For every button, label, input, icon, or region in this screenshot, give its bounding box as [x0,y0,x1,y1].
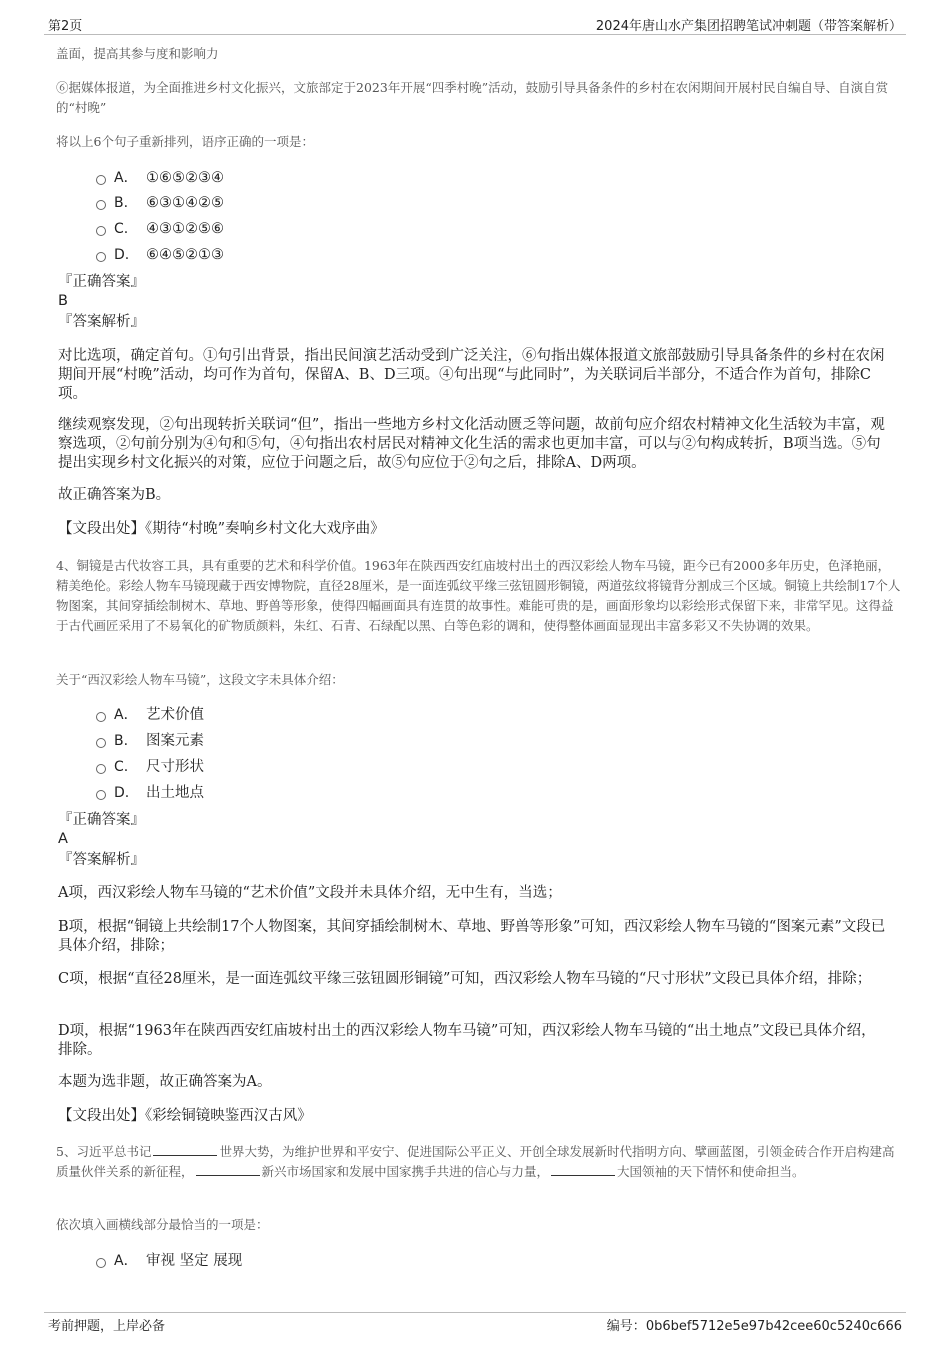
option-letter: A． [114,1253,138,1269]
q3-answer: B [58,293,68,309]
option-text: 尺寸形状 [146,759,204,775]
option-text: 出土地点 [146,785,204,801]
radio-icon[interactable] [96,712,106,722]
q3-option-a[interactable] [96,168,224,188]
code-value: 0b6bef5712e5e97b42cee60c5240c666 [645,1319,902,1334]
radio-icon[interactable] [96,764,106,774]
q4-answer: A [58,831,68,847]
q5-stem-part-1: 5、习近平总书记 [56,1144,152,1159]
q5-option-a[interactable] [96,1251,242,1271]
q4-analysis-d: D项，根据“1963年在陕西西安红庙坡村出土的西汉彩绘人物车马镜”可知，西汉彩绘人物车马镜的“出土地点”文段已具体介绍，排除。 [58,1023,876,1058]
fill-blank-1[interactable] [153,1143,217,1156]
q5-stem-part-3: 新兴市场国家和发展中国家携手共进的信心与力量， [261,1164,550,1179]
option-letter: C. [114,221,129,237]
radio-icon[interactable] [96,1258,106,1268]
document-code [607,1315,902,1334]
option-letter: B. [114,195,129,211]
q3-analysis-label: 『答案解析』 [58,314,145,330]
footer-slogan: 考前押题，上岸必备 [48,1319,166,1334]
radio-icon[interactable] [96,200,106,210]
option-text: ⑥③①④②⑤ [146,195,224,211]
q3-analysis-3: 故正确答案为B。 [58,487,171,503]
q4-analysis-c: C项，根据“直径28厘米，是一面连弧纹平缘三弦钮圆形铜镜”可知，西汉彩绘人物车马镜的“尺寸形状”文段已具体介绍，排除； [58,971,872,987]
q3-option-c[interactable] [96,219,224,239]
q5-question: 依次填入画横线部分最恰当的一项是： [56,1217,269,1232]
document-title: 2024年唐山水产集团招聘笔试冲刺题（带答案解析） [595,19,902,34]
option-letter: D. [114,247,130,263]
q3-source: 【文段出处】《期待“村晚”奏响乡村文化大戏序曲》 [58,521,385,537]
q5-stem [56,1142,902,1182]
q3-option-b[interactable] [96,193,224,213]
q3-sentence-6: ⑥据媒体报道，为全面推进乡村文化振兴，文旅部定于2023年开展“四季村晚”活动，鼓励引导具备条件的乡村在农闲期间开展村民自编自导、自演自赏的“村晚” [56,80,889,115]
q3-analysis-2: 继续观察发现，②句出现转折关联词“但”，指出一些地方乡村文化活动匮乏等问题，故前句应介绍农村精神文化生活较为丰富，观察选项，②句前分别为④句和⑤句，④句指出农村居民对精神文化生活的需求也更加丰富，可以与②句构成转折，B项当选。⑤句提出实现乡村文化振兴的对策，应位于问题之后，故⑤句应位于②句之后，排除A、D两项。 [58,417,885,471]
radio-icon[interactable] [96,175,106,185]
q4-analysis-a: A项，西汉彩绘人物车马镜的“艺术价值”文段并未具体介绍，无中生有，当选； [58,885,562,901]
option-text: 艺术价值 [146,707,204,723]
q3-answer-label: 『正确答案』 [58,274,145,290]
q4-stem: 4、铜镜是古代妆容工具，具有重要的艺术和科学价值。1963年在陕西西安红庙坡村出土的西汉彩绘人物车马镜，距今已有2000多年历史，色泽艳丽，精美绝伦。彩绘人物车马镜现藏于西安博物院，直径28厘米，是一面连弧纹平缘三弦钮圆形铜镜，两道弦纹将镜背分割成三个区域。铜镜上共绘制17个人物图案，其间穿插绘制树木、草地、野兽等形象，使得四幅画面具有连贯的故事性。难能可贵的是，画面形象均以彩绘形式保留下来，非常罕见。这得益于古代画匠采用了不易氧化的矿物质颜料，朱红、石青、石绿配以黑、白等色彩的调和，使得整体画面显现出丰富多彩又不失协调的效果。 [56,558,901,633]
radio-icon[interactable] [96,738,106,748]
q4-question: 关于“西汉彩绘人物车马镜”，这段文字未具体介绍： [56,672,344,687]
q4-source: 【文段出处】《彩绘铜镜映鉴西汉古风》 [58,1108,312,1124]
q4-option-c[interactable] [96,757,204,777]
option-text: ①⑥⑤②③④ [146,170,224,186]
option-text: ④③①②⑤⑥ [146,221,224,237]
q4-answer-label: 『正确答案』 [58,812,145,828]
q4-option-b[interactable] [96,731,204,751]
q4-analysis-label: 『答案解析』 [58,852,145,868]
page-header [44,14,906,35]
fill-blank-2[interactable] [196,1163,260,1176]
code-label: 编号： [606,1319,646,1334]
q3-stem-tail: 盖面，提高其参与度和影响力 [56,46,219,61]
q4-option-a[interactable] [96,705,204,725]
fill-blank-3[interactable] [551,1163,615,1176]
option-letter: A． [114,170,138,186]
radio-icon[interactable] [96,790,106,800]
option-letter: C. [114,759,129,775]
q3-option-d[interactable] [96,245,224,265]
radio-icon[interactable] [96,226,106,236]
option-text: 图案元素 [146,733,204,749]
option-text: ⑥④⑤②①③ [146,247,224,263]
q3-question: 将以上6个句子重新排列，语序正确的一项是： [56,134,314,149]
option-text: 审视 坚定 展现 [146,1253,243,1269]
q5-stem-part-4: 大国领袖的天下情怀和使命担当。 [617,1164,805,1179]
option-letter: A． [114,707,138,723]
option-letter: D. [114,785,130,801]
radio-icon[interactable] [96,252,106,262]
q4-analysis-conclusion: 本题为选非题，故正确答案为A。 [58,1074,272,1090]
page-number: 第2页 [48,19,83,34]
q3-analysis-1: 对比选项，确定首句。①句引出背景，指出民间演艺活动受到广泛关注，⑥句指出媒体报道文旅部鼓励引导具备条件的乡村在农闲期间开展“村晚”活动，均可作为首句，保留A、B、D三项。④句出现“与此同时”，为关联词后半部分，不适合作为首句，排除C项。 [58,348,885,402]
q4-analysis-b: B项，根据“铜镜上共绘制17个人物图案，其间穿插绘制树木、草地、野兽等形象”可知，西汉彩绘人物车马镜的“图案元素”文段已具体介绍，排除； [58,919,886,954]
q4-option-d[interactable] [96,783,204,803]
option-letter: B. [114,733,129,749]
q5-stem-part-2: 世界大势，为维护世界和平安宁、促进国际公平正义、开创全球发展新时代指明方向、擘画蓝图，引领金砖合作开启构建高质量伙伴关系的新征程， [56,1144,895,1179]
page-footer [44,1312,906,1335]
